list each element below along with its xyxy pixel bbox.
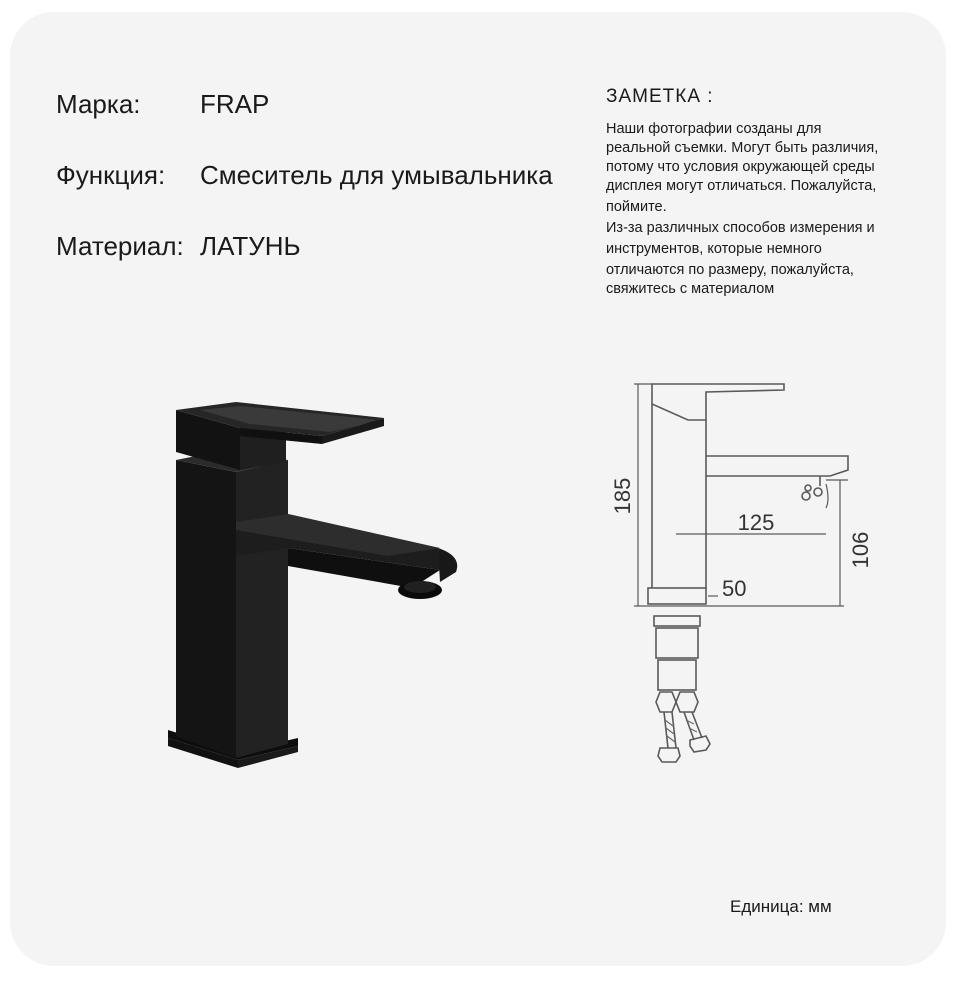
dimension-labels [610,478,873,601]
note-line: дисплея могут отличаться. Пожалуйста, [606,178,877,194]
note-line: Из-за различных способов измерения и [606,220,875,236]
note-line: реальной съемки. Могут быть различия, [606,140,879,156]
dim-height-total: 185 [610,477,635,515]
function-value: Смеситель для умывальника [200,160,553,190]
drawing-lines [648,384,848,762]
note-line: отличаются по размеру, пожалуйста, [606,262,854,278]
brand-value: FRAP [200,89,270,119]
material-label: Материал: [56,231,184,261]
function-label: Функция: [56,160,166,190]
note-line: Наши фотографии созданы для [606,121,822,137]
note-title: ЗАМЕТКА : [606,86,714,107]
unit-label: Единица: мм [730,897,832,916]
note-line: потому что условия окружающей среды [606,159,875,175]
dim-spout-height: 106 [848,531,873,569]
note-line: свяжитесь с материалом [606,281,775,297]
dim-base-width: 50 [722,576,747,601]
dim-spout-reach: 125 [737,510,775,535]
material-value: ЛАТУНЬ [200,231,301,261]
brand-label: Марка: [56,89,141,119]
note-line: поймите. [606,199,667,215]
note-line: инструментов, которые немного [606,241,822,257]
